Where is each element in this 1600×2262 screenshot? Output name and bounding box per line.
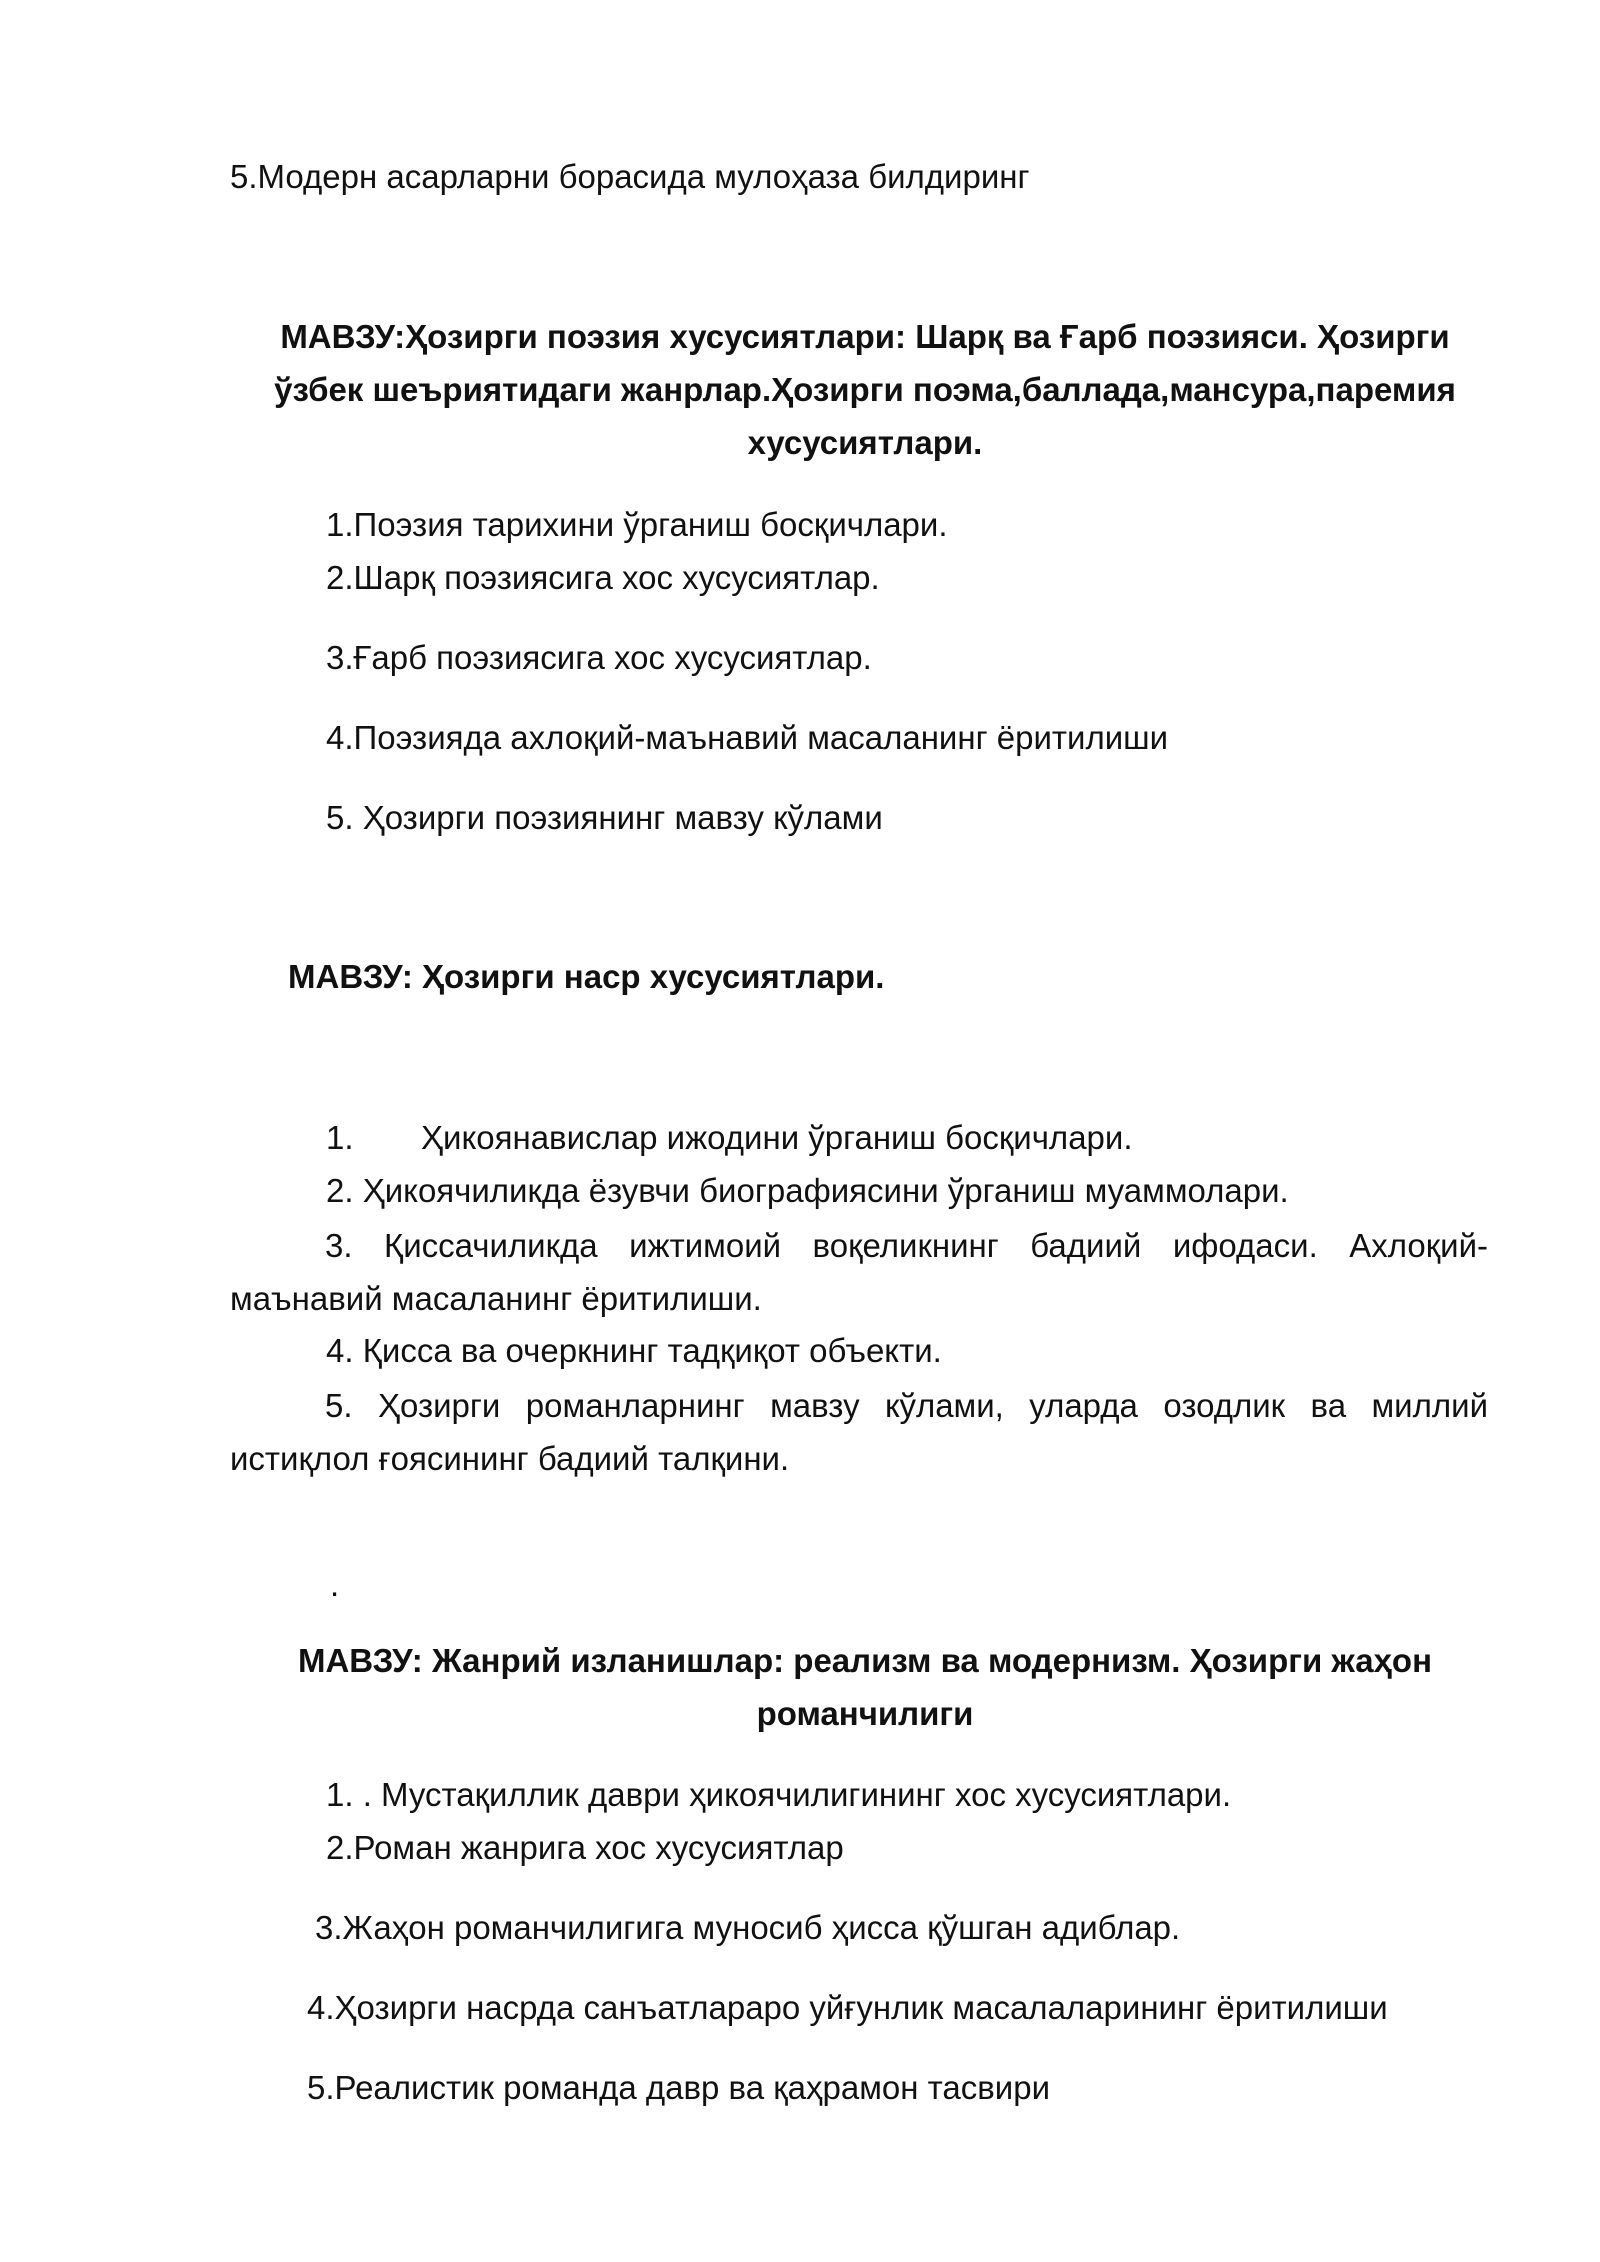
- section2-heading: МАВЗУ: Ҳозирги наср хусусиятлари.: [288, 958, 885, 995]
- section2-item-5: 5. Ҳозирги романларнинг мавзу кўлами, уларда озодлик ва миллий истиқлол ғоясининг бадиий талқини.: [230, 1387, 1488, 1477]
- section1-item-1: 1.Поэзия тарихини ўрганиш босқичлари.: [326, 506, 948, 543]
- section3-heading: МАВЗУ: Жанрий изланишлар: реализм ва модернизм. Ҳозирги жаҳон романчилиги: [297, 1642, 1433, 1732]
- section1-item-5: 5. Ҳозирги поэзиянинг мавзу кўлами: [326, 799, 883, 836]
- section3-item-3: 3.Жаҳон романчилигига муносиб ҳисса қўшган адиблар.: [315, 1909, 1181, 1946]
- section2-item-1-text: Ҳикоянавислар ижодини ўрганиш босқичлари.: [421, 1119, 1133, 1156]
- section1-item-2: 2.Шарқ поэзиясига хос хусусиятлар.: [326, 559, 880, 596]
- section3-item-5: 5.Реалистик романда давр ва қаҳрамон тасвири: [307, 2069, 1050, 2106]
- separator-dot: .: [330, 1566, 340, 1603]
- intro-item: 5.Модерн асарларни борасида мулоҳаза билдиринг: [230, 158, 1030, 195]
- section3-item-1: 1. . Мустақиллик даври ҳикоячилигининг хос хусусиятлари.: [326, 1776, 1232, 1813]
- section1-item-3: 3.Ғарб поэзиясига хос хусусиятлар.: [326, 639, 872, 676]
- section1-item-4: 4.Поэзияда ахлоқий-маънавий масаланинг ёритилиши: [326, 719, 1169, 756]
- section2-item-1: [326, 1118, 1133, 1158]
- section2-item-2: 2. Ҳикоячиликда ёзувчи биографиясини ўрганиш муаммолари.: [326, 1172, 1289, 1209]
- section3-item-2: 2.Роман жанрига хос хусусиятлар: [326, 1829, 844, 1866]
- section2-item-1-number: 1.: [326, 1119, 354, 1156]
- section2-item-3: 3. Қиссачиликда ижтимоий воқеликнинг бадиий ифодаси. Ахлоқий-маънавий масаланинг ёритилиши.: [230, 1227, 1488, 1317]
- section2-item-4: 4. Қисса ва очеркнинг тадқиқот объекти.: [326, 1332, 942, 1369]
- section1-heading: МАВЗУ:Ҳозирги поэзия хусусиятлари: Шарқ ва Ғарб поэзияси. Ҳозирги ўзбек шеъриятидаги жанрлар.Ҳозирги поэма,баллада,мансура,паремия хусусиятлари.: [274, 318, 1456, 461]
- section3-item-4: 4.Ҳозирги насрда санъатлараро уйғунлик масалаларининг ёритилиши: [307, 1989, 1388, 2026]
